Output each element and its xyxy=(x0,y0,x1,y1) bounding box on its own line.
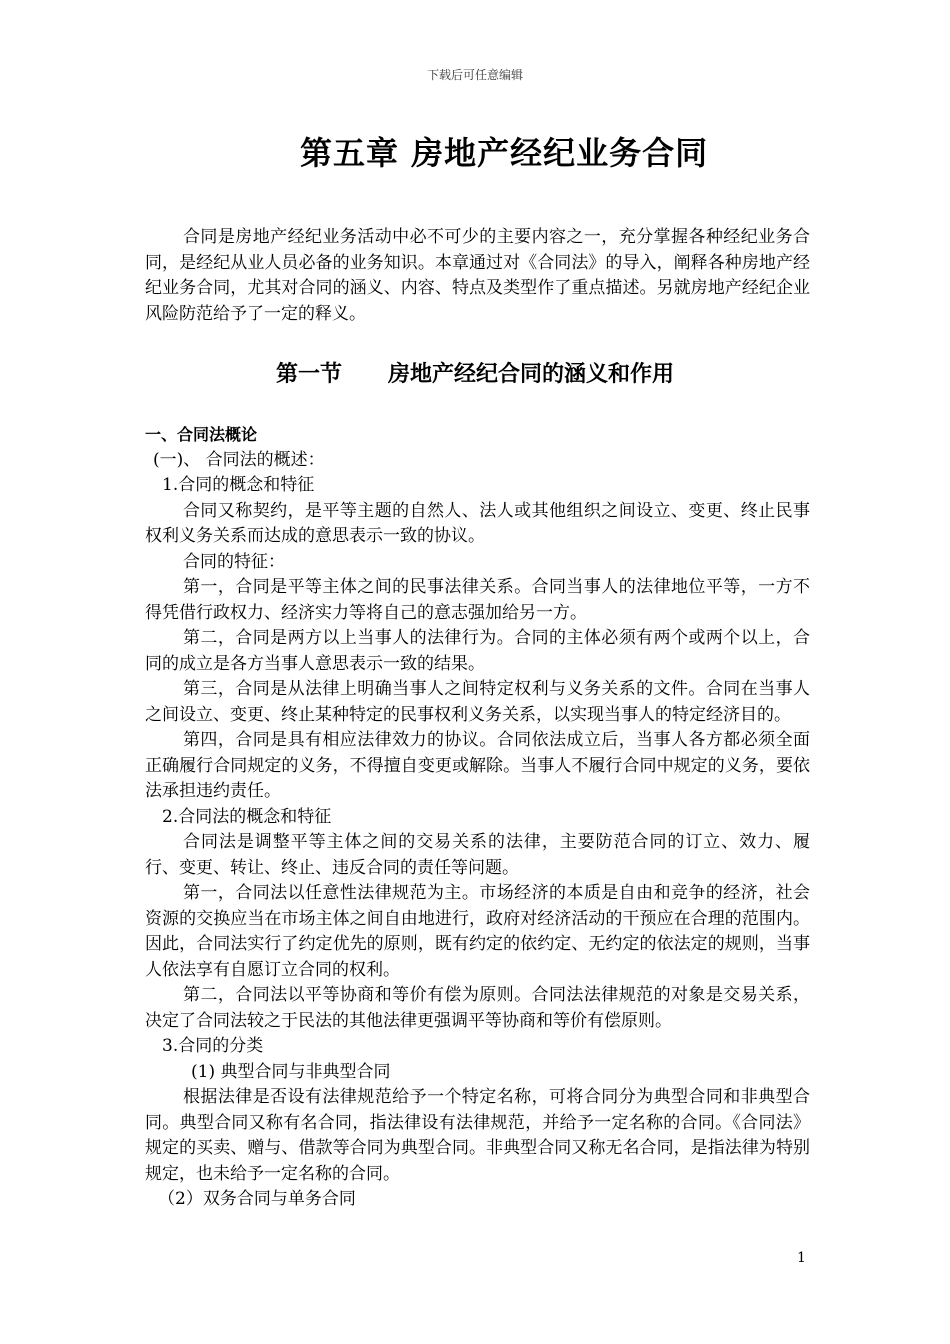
paragraph: 合同法是调整平等主体之间的交易关系的法律，主要防范合同的订立、效力、履行、变更、转让、终止、违反合同的责任等问题。 xyxy=(145,832,810,878)
numbered-item: 1.合同的概念和特征 xyxy=(162,475,315,495)
numbered-item: 3.合同的分类 xyxy=(162,1036,264,1056)
page-number: 1 xyxy=(797,1250,806,1266)
intro-paragraph: 合同是房地产经纪业务活动中必不可少的主要内容之一，充分掌握各种经纪业务合同，是经纪从业人员必备的业务知识。本章通过对《合同法》的导入，阐释各种房地产经纪业务合同，尤其对合同的涵义、内容、特点及类型作了重点描述。另就房地产经纪企业风险防范给予了一定的释义。 xyxy=(145,227,810,324)
heading-level-1: 一、合同法概论 xyxy=(145,425,258,444)
intro-block xyxy=(145,225,810,327)
paragraph: 第二，合同是两方以上当事人的法律行为。合同的主体必须有两个或两个以上，合同的成立是各方当事人意思表示一致的结果。 xyxy=(145,628,810,674)
content-block xyxy=(145,422,810,1213)
paragraph: 第二，合同法以平等协商和等价有偿为原则。合同法法律规范的对象是交易关系，决定了合同法较之于民法的其他法律更强调平等协商和等价有偿原则。 xyxy=(145,985,810,1031)
header-note: 下载后可任意编辑 xyxy=(426,68,523,82)
section-title: 第一节 房地产经纪合同的涵义和作用 xyxy=(276,362,674,387)
paragraph: 第三，合同是从法律上明确当事人之间特定权利与义务关系的文件。合同在当事人之间设立、变更、终止某种特定的民事权利义务关系，以实现当事人的特定经济目的。 xyxy=(145,679,810,725)
paragraph: 合同又称契约，是平等主题的自然人、法人或其他组织之间设立、变更、终止民事权利义务关系而达成的意思表示一致的协议。 xyxy=(145,500,810,546)
sub-item: （2）双务合同与单务合同 xyxy=(158,1189,356,1209)
sub-item: (1) 典型合同与非典型合同 xyxy=(191,1061,391,1082)
paragraph: 合同的特征： xyxy=(183,551,285,572)
paragraph: 第一，合同法以任意性法律规范为主。市场经济的本质是自由和竞争的经济，社会资源的交换应当在市场主体之间自由地进行，政府对经济活动的干预应在合理的范围内。因此，合同法实行了约定优先的原则，既有约定的依约定、无约定的依法定的规则，当事人依法享有自愿订立合同的权利。 xyxy=(145,883,810,980)
subheading: (一)、 合同法的概述： xyxy=(153,449,325,470)
paragraph: 第四，合同是具有相应法律效力的协议。合同依法成立后，当事人各方都必须全面正确履行合同规定的义务，不得擅自变更或解除。当事人不履行合同中规定的义务，要依法承担违约责任。 xyxy=(145,730,810,801)
numbered-item: 2.合同法的概念和特征 xyxy=(162,806,332,827)
chapter-title: 第五章 房地产经纪业务合同 xyxy=(300,134,709,172)
paragraph: 第一，合同是平等主体之间的民事法律关系。合同当事人的法律地位平等，一方不得凭借行政权力、经济实力等将自己的意志强加给另一方。 xyxy=(145,577,810,623)
paragraph: 根据法律是否设有法律规范给予一个特定名称，可将合同分为典型合同和非典型合同。典型合同又称有名合同，指法律设有法律规范，并给予一定名称的合同。《合同法》规定的买卖、赠与、借款等合同为典型合同。非典型合同又称无名合同，是指法律为特别规定，也未给予一定名称的合同。 xyxy=(145,1087,810,1184)
